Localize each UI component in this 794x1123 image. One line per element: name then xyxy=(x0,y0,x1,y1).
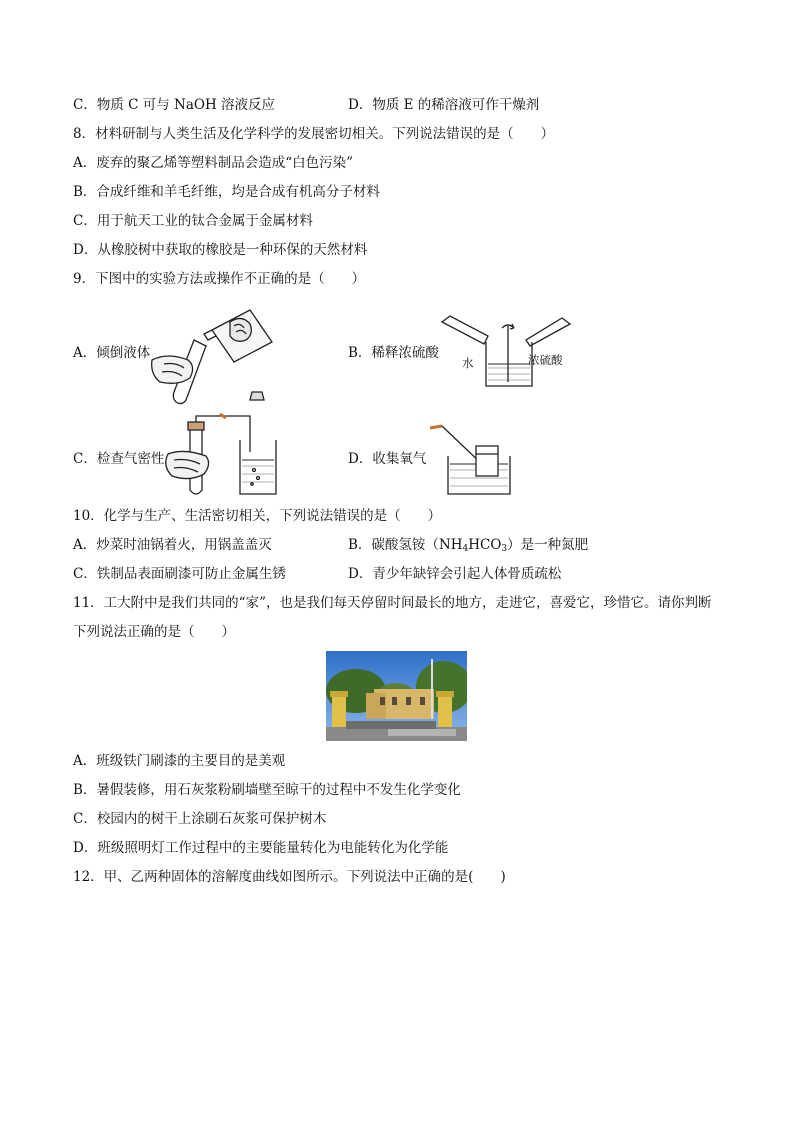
water-label: 水 xyxy=(462,356,474,370)
q12-stem: 12．甲、乙两种固体的溶解度曲线如图所示。下列说法中正确的是( ) xyxy=(73,869,506,885)
q9-option-b: B．稀释浓硫酸 xyxy=(348,345,439,361)
q11-stem-line2: 下列说法正确的是（ ） xyxy=(73,624,235,640)
pouring-liquid-figure xyxy=(150,300,280,410)
q10-option-b: B．碳酸氢铵$(NH_4HCO_3)$是一种氮肥 xyxy=(348,537,589,554)
collect-oxygen-figure xyxy=(428,420,518,500)
q8-option-c: C．用于航天工业的钛合金属于金属材料 xyxy=(73,213,313,229)
q10-stem: 10．化学与生产、生活密切相关，下列说法错误的是（ ） xyxy=(73,508,442,524)
q8-option-d: D．从橡胶树中获取的橡胶是一种环保的天然材料 xyxy=(73,242,368,258)
q10-option-a: A．炒菜时油锅着火，用锅盖盖灭 xyxy=(73,537,272,553)
q7-option-d: D．物质 E 的稀溶液可作干燥剂 xyxy=(348,97,540,113)
q8-option-a: A．废弃的聚乙烯等塑料制品会造成“白色污染” xyxy=(73,155,354,171)
airtightness-figure xyxy=(160,412,285,502)
q9-option-c: C．检查气密性 xyxy=(73,451,165,467)
q11-stem-line1: 11．工大附中是我们共同的“家”，也是我们每天停留时间最长的地方，走进它，喜爱它，珍惜它。请你判断 xyxy=(73,595,712,611)
q9-option-a: A．倾倒液体 xyxy=(73,345,151,361)
acid-label: 浓硫酸 xyxy=(528,353,563,367)
q8-option-b: B．合成纤维和羊毛纤维，均是合成有机高分子材料 xyxy=(73,184,380,200)
q9-stem: 9．下图中的实验方法或操作不正确的是（ ） xyxy=(73,271,366,287)
q7-option-c: C．物质 C 可与 NaOH 溶液反应 xyxy=(73,97,276,113)
q10-option-c: C．铁制品表面刷漆可防止金属生锈 xyxy=(73,566,286,582)
q11-option-a: A．班级铁门刷漆的主要目的是美观 xyxy=(73,753,286,769)
q11-option-c: C．校园内的树干上涂刷石灰浆可保护树木 xyxy=(73,811,327,827)
q11-option-d: D．班级照明灯工作过程中的主要能量转化为电能转化为化学能 xyxy=(73,840,449,856)
q8-stem: 8．材料研制与人类生活及化学科学的发展密切相关。下列说法错误的是（ ） xyxy=(73,126,555,142)
q10-option-d: D．青少年缺锌会引起人体骨质疏松 xyxy=(348,566,562,582)
school-gate-photo xyxy=(326,651,467,741)
dilute-acid-figure xyxy=(440,312,575,394)
q9-option-d: D．收集氧气 xyxy=(348,451,427,467)
q11-option-b: B．暑假装修，用石灰浆粉刷墙壁至晾干的过程中不发生化学变化 xyxy=(73,782,461,798)
